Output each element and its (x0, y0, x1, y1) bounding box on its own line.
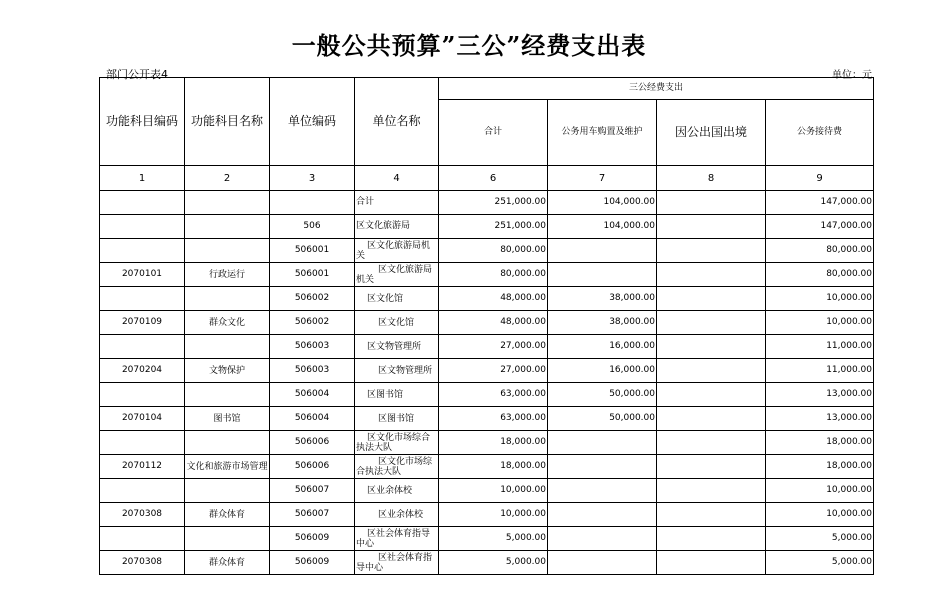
cell-func-name: 文物保护 (185, 359, 270, 383)
cell-func-name (185, 383, 270, 407)
cell-func-code (100, 287, 185, 311)
cell-car (548, 551, 657, 575)
cell-reception: 11,000.00 (766, 335, 874, 359)
cell-reception: 80,000.00 (766, 263, 874, 287)
table-row (100, 191, 874, 215)
cell-unit-code: 506003 (270, 359, 355, 383)
cell-car: 104,000.00 (548, 215, 657, 239)
unit-label: 单位：元 (832, 70, 872, 81)
cell-func-name: 群众体育 (185, 551, 270, 575)
table-row (100, 479, 874, 503)
cell-abroad (657, 527, 766, 551)
cell-unit-code: 506001 (270, 239, 355, 263)
cell-total: 251,000.00 (439, 191, 548, 215)
cell-total: 48,000.00 (439, 287, 548, 311)
cell-abroad (657, 287, 766, 311)
form-label: 部门公开表4 (106, 68, 168, 81)
cell-total: 18,000.00 (439, 431, 548, 455)
index-cell: 9 (766, 166, 874, 191)
header-func-code: 功能科目编码 (100, 78, 185, 166)
cell-total: 27,000.00 (439, 335, 548, 359)
cell-car (548, 239, 657, 263)
index-cell: 3 (270, 166, 355, 191)
cell-func-name: 图书馆 (185, 407, 270, 431)
cell-func-name (185, 215, 270, 239)
cell-unit-name: 区文化旅游局机关 (355, 263, 439, 287)
header-abroad: 因公出国出境 (657, 100, 766, 166)
cell-total: 10,000.00 (439, 479, 548, 503)
cell-reception: 18,000.00 (766, 431, 874, 455)
cell-abroad (657, 383, 766, 407)
page-title: 一般公共预算”三公”经费支出表 (291, 31, 647, 60)
cell-func-code (100, 239, 185, 263)
cell-reception: 10,000.00 (766, 479, 874, 503)
cell-car (548, 455, 657, 479)
cell-func-code: 2070104 (100, 407, 185, 431)
cell-total: 80,000.00 (439, 263, 548, 287)
cell-unit-code: 506009 (270, 527, 355, 551)
index-cell: 6 (439, 166, 548, 191)
cell-abroad (657, 551, 766, 575)
cell-unit-code: 506003 (270, 335, 355, 359)
table-row (100, 239, 874, 263)
cell-abroad (657, 455, 766, 479)
cell-reception: 5,000.00 (766, 527, 874, 551)
cell-total: 5,000.00 (439, 527, 548, 551)
cell-car (548, 431, 657, 455)
cell-func-name (185, 191, 270, 215)
cell-total: 18,000.00 (439, 455, 548, 479)
cell-func-code (100, 191, 185, 215)
cell-car: 16,000.00 (548, 359, 657, 383)
cell-func-code: 2070308 (100, 503, 185, 527)
index-cell: 2 (185, 166, 270, 191)
cell-unit-code: 506 (270, 215, 355, 239)
header-unit-name: 单位名称 (355, 78, 439, 166)
table-row (100, 359, 874, 383)
cell-unit-code: 506004 (270, 407, 355, 431)
cell-func-name (185, 479, 270, 503)
cell-func-code (100, 383, 185, 407)
table-row (100, 407, 874, 431)
cell-unit-code: 506002 (270, 311, 355, 335)
cell-func-name (185, 239, 270, 263)
cell-unit-name: 区图书馆 (355, 383, 439, 407)
cell-unit-name: 区文化旅游局 (355, 215, 439, 239)
cell-reception: 5,000.00 (766, 551, 874, 575)
cell-total: 27,000.00 (439, 359, 548, 383)
table-row (100, 551, 874, 575)
cell-unit-name: 区文化馆 (355, 311, 439, 335)
cell-func-name: 群众体育 (185, 503, 270, 527)
cell-unit-code: 506007 (270, 503, 355, 527)
cell-abroad (657, 479, 766, 503)
cell-func-code (100, 479, 185, 503)
cell-func-name (185, 431, 270, 455)
cell-reception: 13,000.00 (766, 383, 874, 407)
cell-total: 5,000.00 (439, 551, 548, 575)
cell-func-code: 2070112 (100, 455, 185, 479)
cell-unit-name: 区文物管理所 (355, 335, 439, 359)
cell-unit-name: 区业余体校 (355, 479, 439, 503)
cell-func-code: 2070101 (100, 263, 185, 287)
cell-total: 80,000.00 (439, 239, 548, 263)
index-cell: 4 (355, 166, 439, 191)
cell-func-code (100, 335, 185, 359)
cell-abroad (657, 263, 766, 287)
cell-abroad (657, 407, 766, 431)
cell-reception: 11,000.00 (766, 359, 874, 383)
header-func-name: 功能科目名称 (185, 78, 270, 166)
cell-abroad (657, 503, 766, 527)
index-row (100, 166, 874, 191)
cell-abroad (657, 335, 766, 359)
table-row (100, 215, 874, 239)
table-row (100, 431, 874, 455)
table-row (100, 311, 874, 335)
cell-reception: 13,000.00 (766, 407, 874, 431)
cell-func-code: 2070308 (100, 551, 185, 575)
cell-unit-code: 506007 (270, 479, 355, 503)
cell-func-code (100, 431, 185, 455)
cell-func-name: 行政运行 (185, 263, 270, 287)
table-row (100, 455, 874, 479)
cell-unit-name: 区业余体校 (355, 503, 439, 527)
cell-func-name (185, 287, 270, 311)
cell-car (548, 479, 657, 503)
cell-car: 16,000.00 (548, 335, 657, 359)
cell-abroad (657, 311, 766, 335)
cell-unit-code: 506002 (270, 287, 355, 311)
cell-unit-code (270, 191, 355, 215)
table-row (100, 263, 874, 287)
cell-abroad (657, 215, 766, 239)
cell-abroad (657, 359, 766, 383)
cell-unit-name: 区社会体育指导中心 (355, 551, 439, 575)
cell-abroad (657, 431, 766, 455)
cell-car (548, 263, 657, 287)
table-body (100, 191, 874, 575)
cell-func-code: 2070204 (100, 359, 185, 383)
cell-total: 48,000.00 (439, 311, 548, 335)
index-cell: 7 (548, 166, 657, 191)
table-row (100, 287, 874, 311)
cell-func-name: 文化和旅游市场管理 (185, 455, 270, 479)
cell-unit-name: 区社会体育指导中心 (355, 527, 439, 551)
cell-func-code (100, 215, 185, 239)
cell-func-name (185, 335, 270, 359)
cell-reception: 147,000.00 (766, 215, 874, 239)
cell-car (548, 527, 657, 551)
header-group: 三公经费支出 (439, 78, 874, 100)
cell-car: 38,000.00 (548, 311, 657, 335)
expense-table (99, 77, 874, 575)
cell-reception: 147,000.00 (766, 191, 874, 215)
cell-total: 10,000.00 (439, 503, 548, 527)
header-car: 公务用车购置及维护 (548, 100, 657, 166)
cell-unit-code: 506001 (270, 263, 355, 287)
cell-func-name: 群众文化 (185, 311, 270, 335)
header-total: 合计 (439, 100, 548, 166)
cell-unit-name: 区文物管理所 (355, 359, 439, 383)
cell-car: 104,000.00 (548, 191, 657, 215)
cell-unit-name: 区图书馆 (355, 407, 439, 431)
cell-unit-name: 区文化市场综合执法大队 (355, 455, 439, 479)
table-row (100, 383, 874, 407)
cell-car: 50,000.00 (548, 383, 657, 407)
cell-total: 63,000.00 (439, 383, 548, 407)
index-cell: 8 (657, 166, 766, 191)
table-row (100, 527, 874, 551)
cell-reception: 10,000.00 (766, 503, 874, 527)
cell-unit-code: 506009 (270, 551, 355, 575)
header-reception: 公务接待费 (766, 100, 874, 166)
cell-func-code: 2070109 (100, 311, 185, 335)
cell-car: 50,000.00 (548, 407, 657, 431)
header-unit-code: 单位编码 (270, 78, 355, 166)
cell-unit-name: 合计 (355, 191, 439, 215)
cell-reception: 18,000.00 (766, 455, 874, 479)
cell-abroad (657, 191, 766, 215)
cell-unit-code: 506006 (270, 455, 355, 479)
cell-unit-name: 区文化旅游局机关 (355, 239, 439, 263)
cell-reception: 80,000.00 (766, 239, 874, 263)
table-row (100, 503, 874, 527)
cell-unit-name: 区文化市场综合执法大队 (355, 431, 439, 455)
index-cell: 1 (100, 166, 185, 191)
cell-func-name (185, 527, 270, 551)
cell-total: 251,000.00 (439, 215, 548, 239)
cell-unit-code: 506006 (270, 431, 355, 455)
cell-total: 63,000.00 (439, 407, 548, 431)
cell-reception: 10,000.00 (766, 311, 874, 335)
cell-func-code (100, 527, 185, 551)
cell-reception: 10,000.00 (766, 287, 874, 311)
table-row (100, 335, 874, 359)
cell-abroad (657, 239, 766, 263)
cell-car (548, 503, 657, 527)
cell-unit-name: 区文化馆 (355, 287, 439, 311)
cell-car: 38,000.00 (548, 287, 657, 311)
cell-unit-code: 506004 (270, 383, 355, 407)
